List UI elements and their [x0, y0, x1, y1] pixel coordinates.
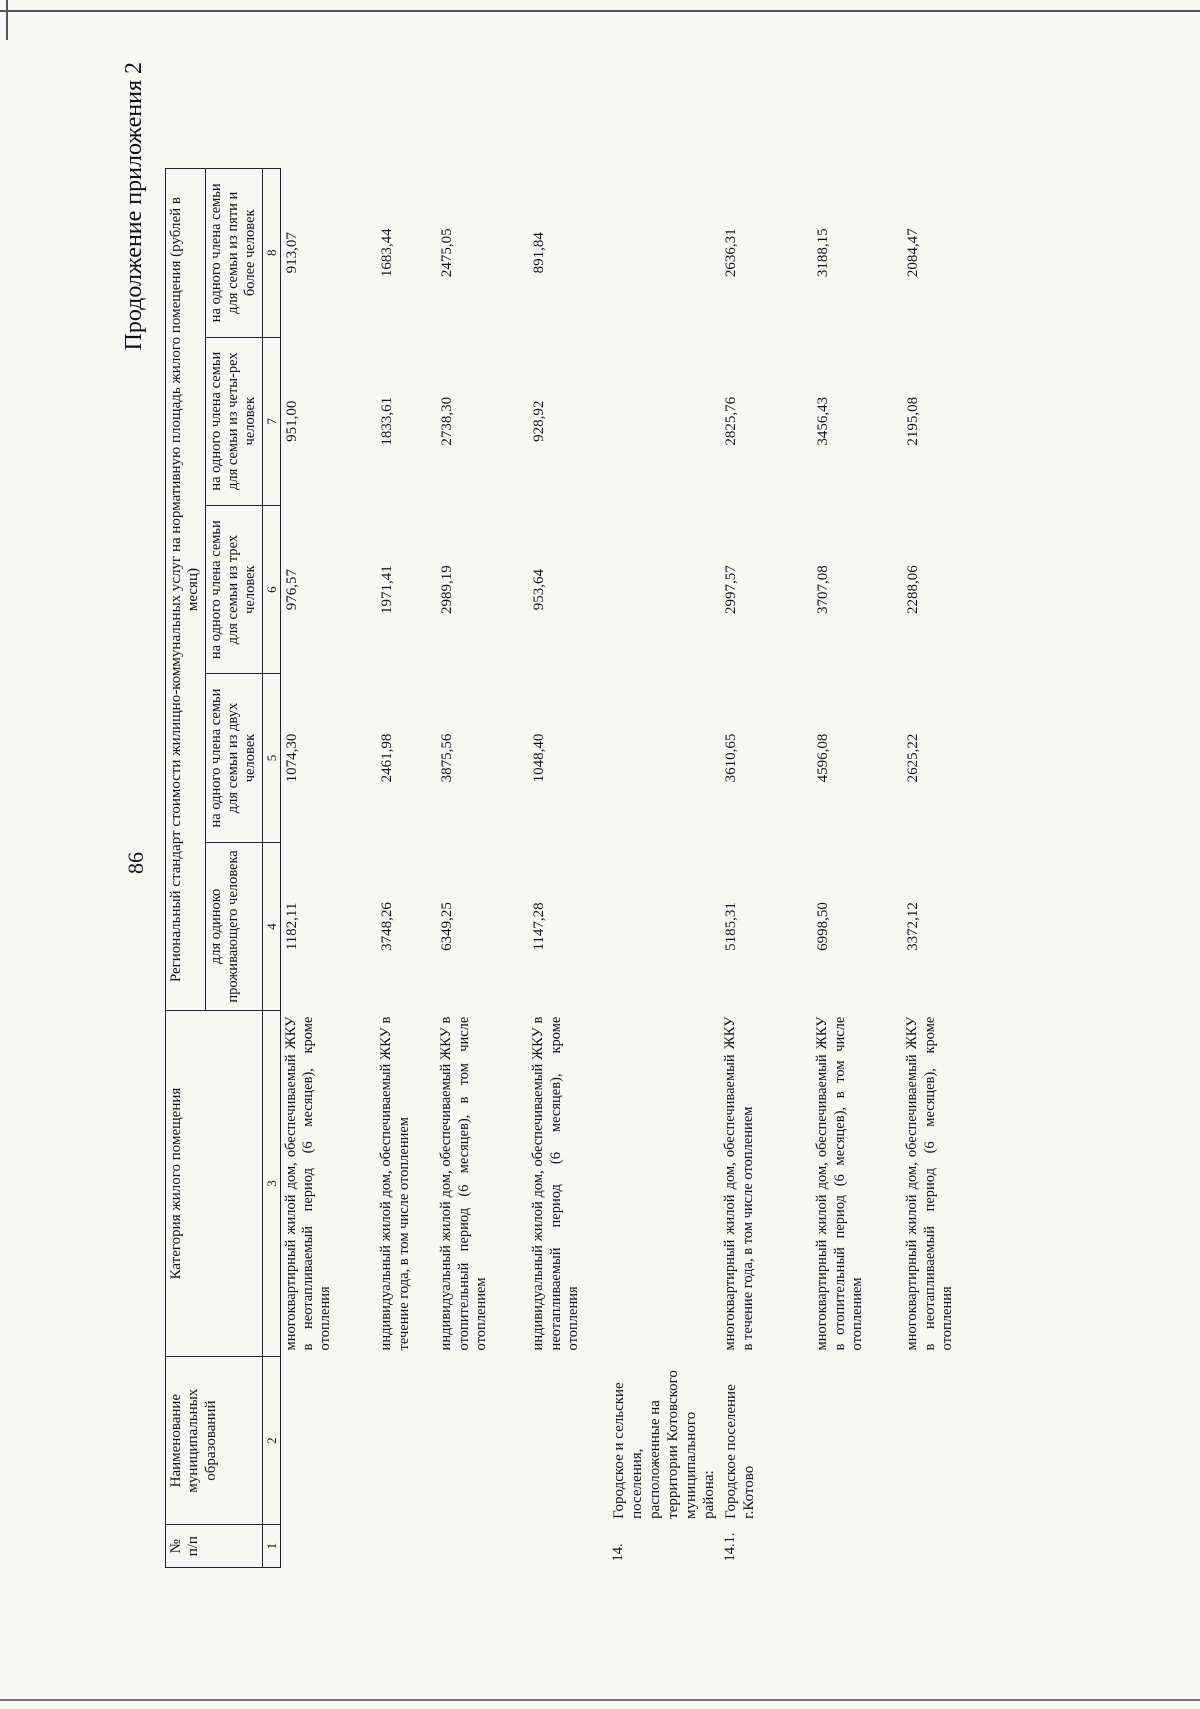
column-number: 3	[262, 1011, 280, 1357]
value-single: 3372,12	[905, 902, 922, 951]
continuation-title: Продолжение приложения 2	[121, 62, 147, 351]
row-num	[280, 1525, 376, 1568]
row-category: индивидуальный жилой дом, обеспечиваемый ЖКУ в отопительный период (6 месяцев), в том числе отоплением	[438, 1016, 489, 1351]
table-row	[528, 169, 608, 1568]
table-row	[902, 169, 982, 1568]
table-row-group	[608, 169, 720, 1568]
value-family-2: 3875,56	[439, 733, 456, 783]
row-num	[436, 1525, 528, 1568]
header-sub-family-3: на одного члена семьи для семьи из трех человек	[205, 505, 262, 673]
row-category: многоквартирный жилой дом, обеспечиваемый ЖКУ в отопительный период (6 месяцев), в том числе отоплением	[814, 1016, 865, 1351]
value-family-4: 928,92	[531, 400, 548, 442]
value-family-4: 1833,61	[379, 396, 396, 446]
row-num	[902, 1525, 982, 1568]
header-num: № п/п	[166, 1525, 263, 1568]
row-category: многоквартирный жилой дом, обеспечиваемый ЖКУ в неотапливаемый период (6 месяцев), кроме отопления	[282, 1016, 334, 1351]
value-family-2: 3610,65	[723, 733, 740, 783]
value-family-5	[608, 169, 720, 338]
value-family-4: 2738,30	[439, 396, 456, 446]
value-family-3: 2288,06	[905, 565, 922, 614]
value-family-4: 951,00	[283, 400, 300, 442]
value-family-4: 2825,76	[723, 396, 740, 446]
header-sub-family-5: на одного члена семьи для семьи из пяти и более человек	[205, 169, 262, 338]
table-row	[436, 169, 528, 1568]
row-num: 14.	[610, 1543, 627, 1562]
table-row	[812, 169, 902, 1568]
value-single: 6998,50	[815, 902, 832, 951]
value-family-4: 3456,43	[815, 396, 832, 446]
value-family-2: 1074,30	[283, 733, 300, 783]
row-name: Городское и сельские поселения, расположенные на территории Котовского муниципального района:	[611, 1370, 718, 1519]
row-category: индивидуальный жилой дом, обеспечиваемый ЖКУ в неотапливаемый период (6 месяцев), кроме отопления	[530, 1016, 581, 1351]
value-family-5: 2636,31	[723, 228, 740, 278]
value-family-5: 2475,05	[439, 228, 456, 278]
header-standard-group: Региональный стандарт стоимости жилищно-коммунальных услуг на нормативную площадь жилого помещения (рублей в месяц)	[166, 169, 206, 1011]
row-name	[280, 1356, 376, 1524]
value-single: 1182,11	[283, 902, 300, 951]
column-number: 8	[262, 169, 280, 338]
row-num	[376, 1525, 436, 1568]
value-family-3: 2997,57	[723, 565, 740, 614]
value-single: 5185,31	[723, 902, 740, 951]
row-category: многоквартирный жилой дом, обеспечиваемый ЖКУ в неотапливаемый период (6 месяцев), кроме отопления	[904, 1016, 955, 1351]
value-family-2: 4596,08	[815, 733, 832, 783]
row-num	[812, 1525, 902, 1568]
row-category: многоквартирный жилой дом, обеспечиваемый ЖКУ в течение года, в том числе отоплением	[722, 1016, 756, 1351]
row-name	[436, 1356, 528, 1524]
value-single: 1147,28	[531, 902, 548, 951]
value-family-2: 1048,40	[531, 733, 548, 783]
row-name	[376, 1356, 436, 1524]
value-family-5: 891,84	[531, 232, 548, 274]
value-family-3: 953,64	[531, 569, 548, 611]
column-number: 1	[262, 1525, 280, 1568]
column-number-row	[262, 169, 280, 1568]
row-num: 14.1.	[722, 1532, 739, 1562]
value-family-3: 2989,19	[439, 565, 456, 614]
row-name	[812, 1356, 902, 1524]
column-number: 2	[262, 1356, 280, 1524]
value-family-2: 2625,22	[905, 733, 922, 783]
row-num	[528, 1525, 608, 1568]
value-family-5: 3188,15	[815, 228, 832, 278]
value-family-3: 1971,41	[379, 565, 396, 614]
column-number: 6	[262, 505, 280, 673]
column-number: 4	[262, 842, 280, 1010]
value-family-3: 3707,08	[815, 565, 832, 614]
value-single: 3748,26	[379, 902, 396, 951]
header-sub-family-2: на одного члена семьи для семьи из двух человек	[205, 674, 262, 842]
column-number: 5	[262, 674, 280, 842]
value-family-4	[608, 337, 720, 505]
value-family-3: 976,57	[283, 569, 300, 611]
page-number: 86	[123, 852, 148, 874]
table-row	[720, 169, 812, 1568]
row-category: индивидуальный жилой дом, обеспечиваемый ЖКУ в течение года, в том числе отоплением	[378, 1016, 412, 1351]
value-family-5: 1683,44	[379, 228, 396, 278]
row-name	[528, 1356, 608, 1524]
value-family-4: 2195,08	[905, 396, 922, 446]
header-name: Наименование муниципальных образований	[166, 1356, 263, 1524]
value-family-5: 2084,47	[905, 228, 922, 278]
header-sub-family-4: на одного члена семьи для семьи из четы-рех человек	[205, 337, 262, 505]
column-number: 7	[262, 337, 280, 505]
row-name: Городское поселение г.Котово	[723, 1384, 758, 1519]
header-sub-single: для одиноко проживающего человека	[205, 842, 262, 1010]
value-single	[608, 842, 720, 1010]
value-family-2: 2461,98	[379, 733, 396, 783]
housing-cost-standard-table	[165, 168, 982, 1568]
row-name	[902, 1356, 982, 1524]
table-row	[376, 169, 436, 1568]
value-family-2	[608, 674, 720, 842]
table-header-row-1	[166, 169, 206, 1568]
table-row	[280, 169, 376, 1568]
value-family-3	[608, 505, 720, 673]
row-category	[608, 1011, 720, 1357]
value-family-5: 913,07	[283, 232, 300, 274]
value-single: 6349,25	[439, 902, 456, 951]
header-category: Категория жилого помещения	[166, 1011, 263, 1357]
